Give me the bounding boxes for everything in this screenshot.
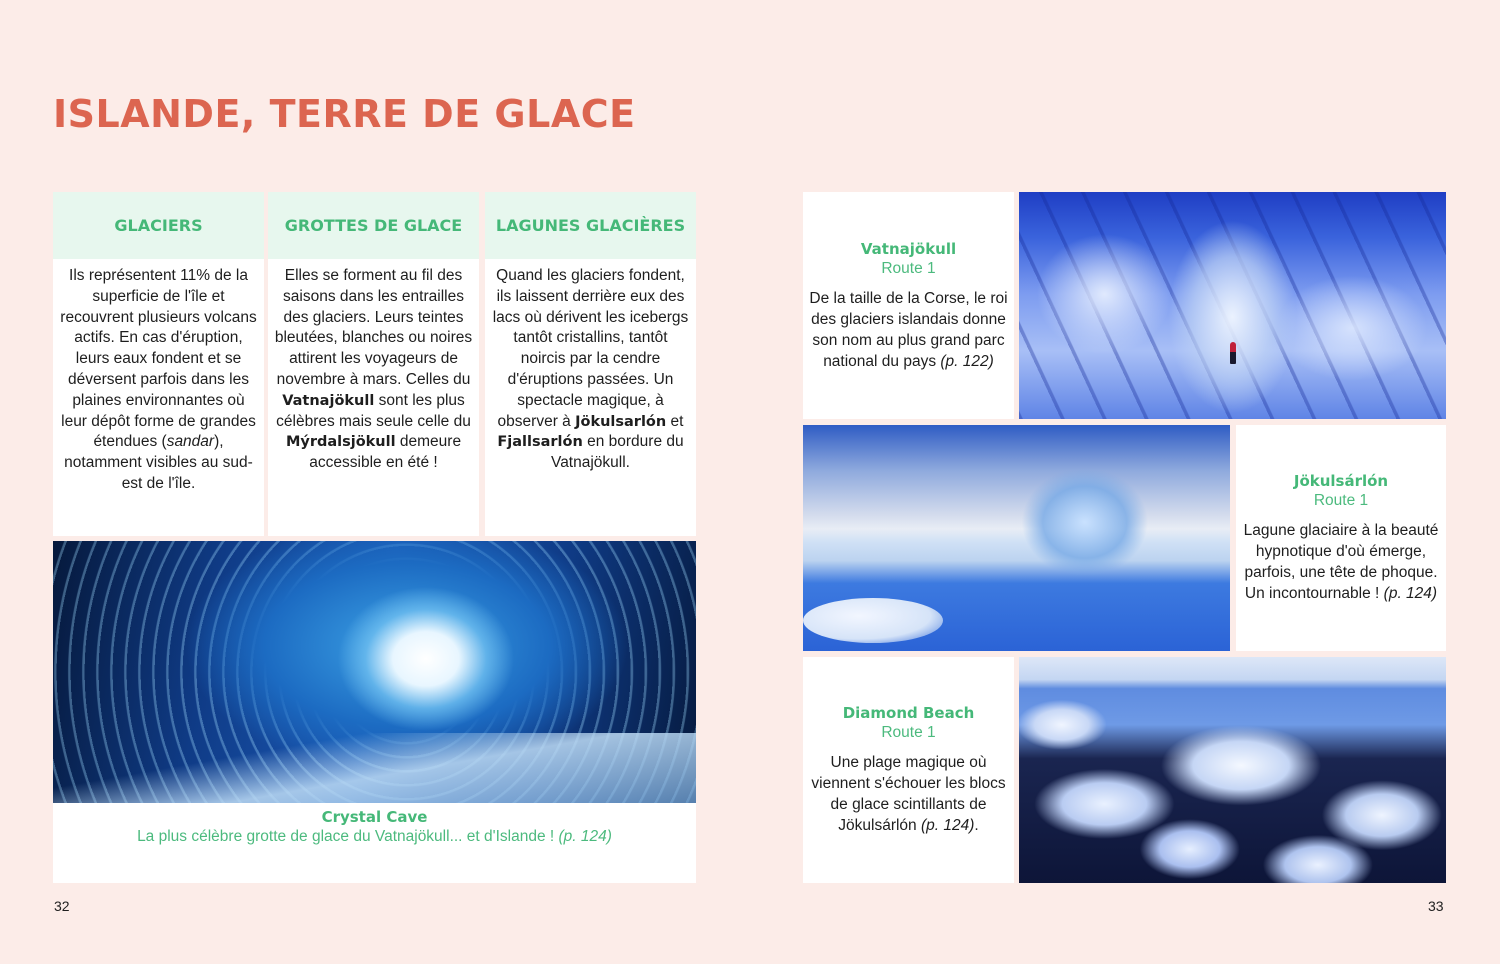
ice-floe-shape [803,598,943,643]
bold-place-name: Vatnajökull [282,392,375,409]
diamond-beach-photo [1019,657,1446,883]
column-text [485,259,696,474]
card-description-text: Une plage magique où viennent s'échouer les blocs de glace scintillants de Jökulsárlón [811,754,1006,834]
card-name: Jökulsárlón [1293,472,1389,490]
ice-cave-photo [53,541,696,803]
card-description [1241,520,1441,604]
text-run: Ils représentent 11% de la superficie de l'île et recouvrent plusieurs volcans actifs. En cas d'éruption, leurs eaux fondent et se déversent parfois dans les plaines environnantes où leur dépôt forme de grandes étendues ( [60,267,257,451]
card-description [808,752,1009,836]
text-run: Quand les glaciers fondent, ils laissent derrière eux des lacs où dérivent les icebergs tantôt cristallins, tantôt noircis par la cendre d'éruptions passées. Un spectacle magique, à observer à [492,267,689,430]
cave-subtitle [53,827,696,847]
card-route: Route 1 [1313,492,1369,509]
text-run: sont les plus célèbres mais seule celle du [276,391,471,430]
lagoon-photo [803,425,1230,651]
page-reference: (p. 124) [1383,585,1438,602]
column-grottes [268,192,479,536]
card-route: Route 1 [881,259,936,277]
punctuation: . [974,817,979,834]
column-heading: GLACIERS [53,192,264,259]
glacier-photo [1019,192,1446,419]
card-description [808,288,1009,372]
cave-subtitle-text: La plus célèbre grotte de glace du Vatnajökull... et d'Islande ! [137,828,559,845]
text-run: Elles se forment au fil des saisons dans les entrailles des glaciers. Leurs teintes bleutées, blanches ou noires attirent les voyageurs de novembre à mars. Celles du [274,267,473,388]
page-reference: (p. 122) [940,352,994,370]
card-vatnajokull [803,192,1014,419]
crystal-cave-block [53,541,696,883]
column-lagunes [485,192,696,536]
bold-place-name: Mýrdalsjökull [285,434,396,451]
card-name: Vatnajökull [860,239,957,258]
italic-term: sandar [166,433,215,451]
cave-title: Crystal Cave [321,808,428,826]
card-description-text: Lagune glaciaire à la beauté hypnotique d'où émerge, parfois, une tête de phoque. Un incontournable ! [1243,522,1439,602]
text-run: et [666,412,684,430]
column-glaciers [53,192,264,536]
text-run: demeure accessible en été ! [309,433,462,472]
column-heading: LAGUNES GLACIÈRES [485,192,696,259]
page-number-left: 32 [54,898,70,914]
page-number-right: 33 [1428,898,1444,914]
page-reference: (p. 124) [558,828,612,845]
text-run: en bordure du Vatnajökull. [551,433,684,472]
card-diamond-beach [803,657,1014,883]
cave-caption [53,803,696,847]
card-name: Diamond Beach [842,704,975,722]
bold-place-name: Fjallsarlón [497,434,583,451]
hiker-figure [1230,342,1236,364]
card-route: Route 1 [881,724,936,741]
text-run: ), notamment visibles au sud-est de l'île. [64,433,253,492]
bold-place-name: Jökulsarlón [575,413,667,430]
page-reference: (p. 124) [920,817,975,834]
cave-floor-shape [53,733,696,803]
column-text [268,259,479,474]
column-heading: GROTTES DE GLACE [268,192,479,259]
card-description-text: De la taille de la Corse, le roi des glaciers islandais donne son nom au plus grand parc national du pays [809,289,1008,370]
page-title: ISLANDE, TERRE DE GLACE [53,92,636,136]
card-jokulsarlon [1236,425,1446,651]
column-text [53,259,264,495]
